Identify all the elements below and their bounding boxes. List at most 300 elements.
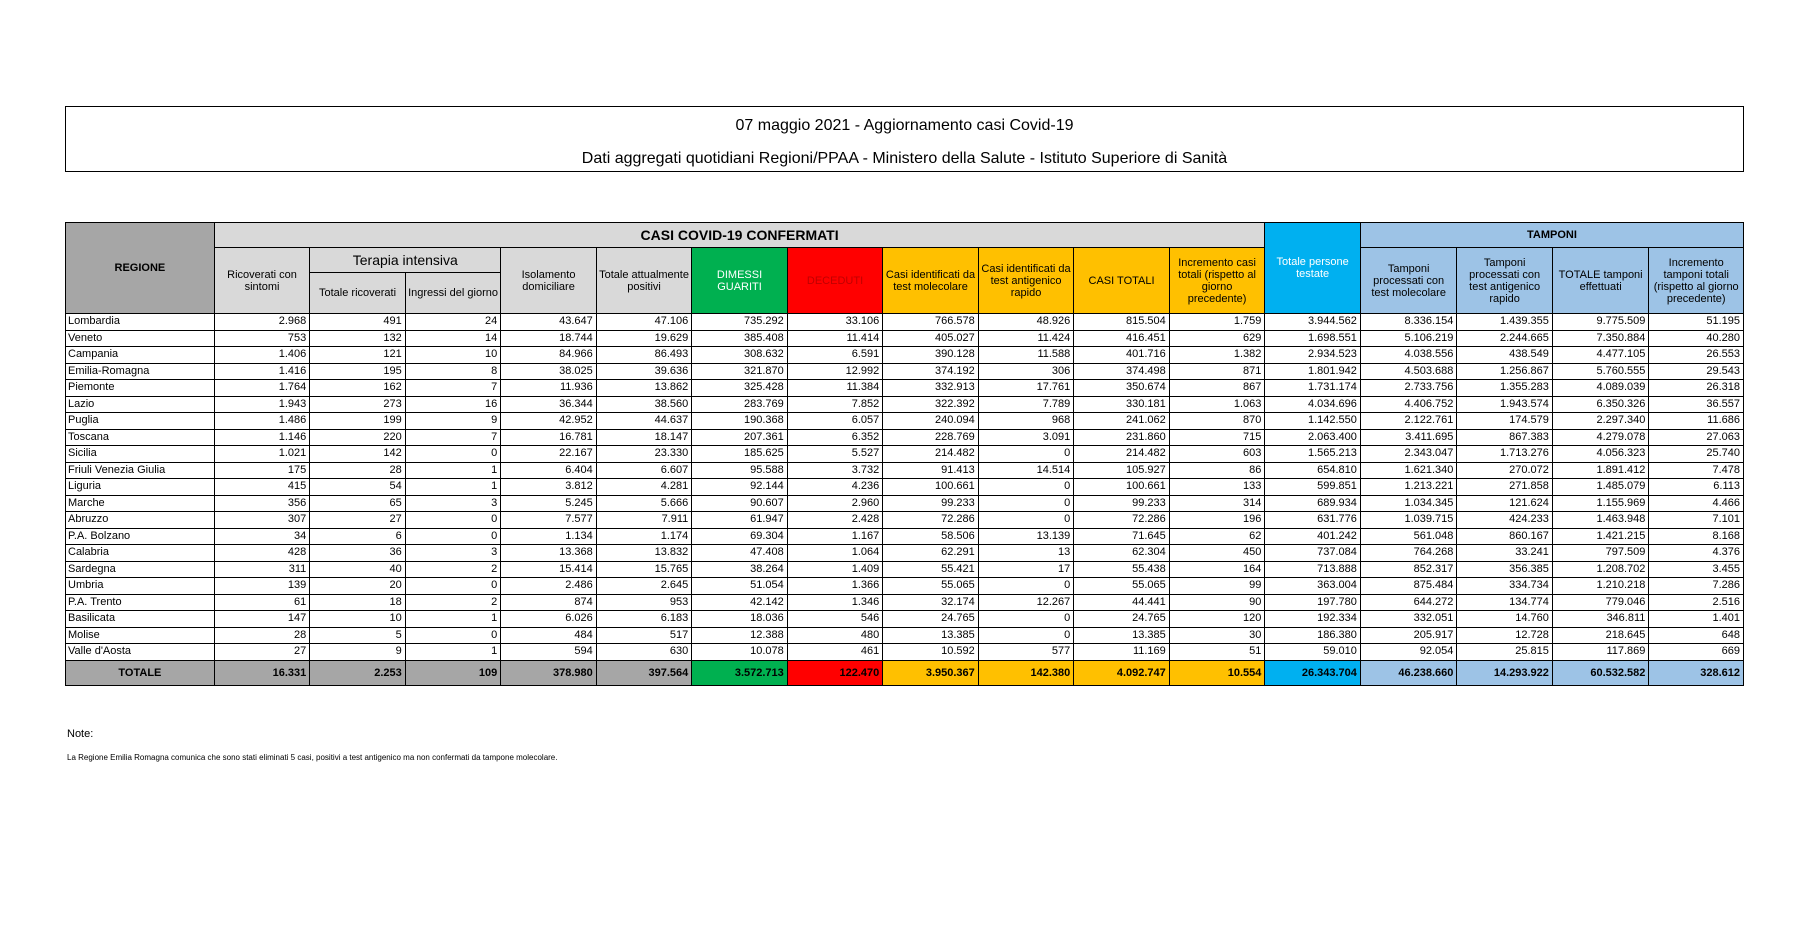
table-cell: 0 xyxy=(978,495,1074,512)
table-cell: 629 xyxy=(1169,330,1265,347)
table-row xyxy=(66,644,1744,661)
table-cell: 10 xyxy=(405,347,501,364)
table-cell: 99.233 xyxy=(1074,495,1170,512)
table-cell: 764.268 xyxy=(1360,545,1457,562)
table-row xyxy=(66,446,1744,463)
table-cell: 1.801.942 xyxy=(1265,363,1361,380)
table-cell: 1.401 xyxy=(1649,611,1744,628)
region-name-cell: Veneto xyxy=(66,330,215,347)
table-cell: 18 xyxy=(310,594,406,611)
header-totale-ricoverati: Totale ricoverati xyxy=(310,273,406,314)
table-cell: 175 xyxy=(214,462,310,479)
total-cell: 397.564 xyxy=(596,660,692,685)
table-cell: 311 xyxy=(214,561,310,578)
table-cell: 27 xyxy=(310,512,406,529)
table-cell: 603 xyxy=(1169,446,1265,463)
table-cell: 713.888 xyxy=(1265,561,1361,578)
table-row xyxy=(66,363,1744,380)
table-cell: 852.317 xyxy=(1360,561,1457,578)
table-cell: 953 xyxy=(596,594,692,611)
table-cell: 86 xyxy=(1169,462,1265,479)
table-row xyxy=(66,561,1744,578)
table-cell: 7 xyxy=(405,380,501,397)
header-casi-totali: CASI TOTALI xyxy=(1074,248,1170,314)
table-cell: 6.404 xyxy=(501,462,597,479)
table-cell: 2.486 xyxy=(501,578,597,595)
table-cell: 99.233 xyxy=(883,495,979,512)
region-name-cell: P.A. Trento xyxy=(66,594,215,611)
table-cell: 1.208.702 xyxy=(1552,561,1649,578)
table-cell: 196 xyxy=(1169,512,1265,529)
table-cell: 186.380 xyxy=(1265,627,1361,644)
table-cell: 0 xyxy=(978,479,1074,496)
table-cell: 95.588 xyxy=(692,462,788,479)
region-name-cell: Liguria xyxy=(66,479,215,496)
table-cell: 61.947 xyxy=(692,512,788,529)
table-cell: 117.869 xyxy=(1552,644,1649,661)
table-cell: 1.256.867 xyxy=(1457,363,1553,380)
table-cell: 0 xyxy=(405,528,501,545)
table-cell: 5.527 xyxy=(787,446,883,463)
table-cell: 874 xyxy=(501,594,597,611)
table-cell: 5.245 xyxy=(501,495,597,512)
table-cell: 162 xyxy=(310,380,406,397)
table-cell: 4.038.556 xyxy=(1360,347,1457,364)
table-cell: 3.812 xyxy=(501,479,597,496)
table-cell: 3.944.562 xyxy=(1265,314,1361,331)
table-cell: 27 xyxy=(214,644,310,661)
table-cell: 484 xyxy=(501,627,597,644)
table-cell: 6.057 xyxy=(787,413,883,430)
table-cell: 61 xyxy=(214,594,310,611)
table-cell: 48.926 xyxy=(978,314,1074,331)
table-cell: 6.352 xyxy=(787,429,883,446)
table-cell: 51 xyxy=(1169,644,1265,661)
table-cell: 228.769 xyxy=(883,429,979,446)
table-cell: 241.062 xyxy=(1074,413,1170,430)
table-cell: 2.733.756 xyxy=(1360,380,1457,397)
total-cell: 142.380 xyxy=(978,660,1074,685)
table-cell: 867 xyxy=(1169,380,1265,397)
table-cell: 1.382 xyxy=(1169,347,1265,364)
table-cell: 69.304 xyxy=(692,528,788,545)
table-row xyxy=(66,528,1744,545)
table-cell: 5.106.219 xyxy=(1360,330,1457,347)
table-cell: 1.021 xyxy=(214,446,310,463)
table-cell: 13.832 xyxy=(596,545,692,562)
region-name-cell: Umbria xyxy=(66,578,215,595)
table-cell: 11.384 xyxy=(787,380,883,397)
table-cell: 308.632 xyxy=(692,347,788,364)
table-cell: 648 xyxy=(1649,627,1744,644)
region-name-cell: Molise xyxy=(66,627,215,644)
table-cell: 2.244.665 xyxy=(1457,330,1553,347)
table-cell: 220 xyxy=(310,429,406,446)
table-row xyxy=(66,429,1744,446)
table-cell: 42.952 xyxy=(501,413,597,430)
table-cell: 1.346 xyxy=(787,594,883,611)
total-cell: 26.343.704 xyxy=(1265,660,1361,685)
table-cell: 14 xyxy=(405,330,501,347)
table-cell: 860.167 xyxy=(1457,528,1553,545)
table-cell: 334.734 xyxy=(1457,578,1553,595)
notes-text: La Regione Emilia Romagna comunica che sono stati eliminati 5 casi, positivi a test antigenico ma non confermati da tampone molecolare. xyxy=(67,753,558,762)
table-cell: 90 xyxy=(1169,594,1265,611)
table-cell: 753 xyxy=(214,330,310,347)
total-cell: 4.092.747 xyxy=(1074,660,1170,685)
table-cell: 71.645 xyxy=(1074,528,1170,545)
table-cell: 18.744 xyxy=(501,330,597,347)
table-cell: 10.078 xyxy=(692,644,788,661)
table-cell: 346.811 xyxy=(1552,611,1649,628)
table-cell: 5.760.555 xyxy=(1552,363,1649,380)
table-row xyxy=(66,611,1744,628)
table-cell: 24.765 xyxy=(1074,611,1170,628)
table-cell: 36.344 xyxy=(501,396,597,413)
table-row xyxy=(66,462,1744,479)
total-cell: 109 xyxy=(405,660,501,685)
table-cell: 1.366 xyxy=(787,578,883,595)
table-cell: 669 xyxy=(1649,644,1744,661)
region-name-cell: Lombardia xyxy=(66,314,215,331)
table-cell: 195 xyxy=(310,363,406,380)
total-row xyxy=(66,660,1744,685)
header-ingressi-giorno: Ingressi del giorno xyxy=(405,273,501,314)
table-cell: 43.647 xyxy=(501,314,597,331)
table-cell: 737.084 xyxy=(1265,545,1361,562)
table-cell: 491 xyxy=(310,314,406,331)
total-label-cell: TOTALE xyxy=(66,660,215,685)
table-cell: 715 xyxy=(1169,429,1265,446)
table-row xyxy=(66,545,1744,562)
table-cell: 38.264 xyxy=(692,561,788,578)
table-cell: 0 xyxy=(405,627,501,644)
table-cell: 871 xyxy=(1169,363,1265,380)
table-cell: 332.051 xyxy=(1360,611,1457,628)
table-cell: 2.968 xyxy=(214,314,310,331)
table-cell: 62 xyxy=(1169,528,1265,545)
table-cell: 240.094 xyxy=(883,413,979,430)
table-cell: 4.406.752 xyxy=(1360,396,1457,413)
table-cell: 401.242 xyxy=(1265,528,1361,545)
table-cell: 594 xyxy=(501,644,597,661)
table-cell: 0 xyxy=(405,512,501,529)
table-cell: 44.637 xyxy=(596,413,692,430)
table-cell: 55.065 xyxy=(1074,578,1170,595)
table-cell: 2.516 xyxy=(1649,594,1744,611)
table-cell: 20 xyxy=(310,578,406,595)
table-cell: 350.674 xyxy=(1074,380,1170,397)
table-cell: 13 xyxy=(978,545,1074,562)
table-cell: 9 xyxy=(405,413,501,430)
table-cell: 1.759 xyxy=(1169,314,1265,331)
table-cell: 38.025 xyxy=(501,363,597,380)
table-cell: 12.388 xyxy=(692,627,788,644)
table-cell: 15.414 xyxy=(501,561,597,578)
table-cell: 6.607 xyxy=(596,462,692,479)
table-cell: 306 xyxy=(978,363,1074,380)
table-cell: 58.506 xyxy=(883,528,979,545)
table-cell: 4.503.688 xyxy=(1360,363,1457,380)
table-cell: 55.421 xyxy=(883,561,979,578)
table-cell: 307 xyxy=(214,512,310,529)
table-cell: 134.774 xyxy=(1457,594,1553,611)
table-cell: 11.936 xyxy=(501,380,597,397)
table-cell: 16.781 xyxy=(501,429,597,446)
table-cell: 13.368 xyxy=(501,545,597,562)
total-cell: 3.572.713 xyxy=(692,660,788,685)
table-cell: 51.054 xyxy=(692,578,788,595)
table-cell: 450 xyxy=(1169,545,1265,562)
table-cell: 689.934 xyxy=(1265,495,1361,512)
table-cell: 192.334 xyxy=(1265,611,1361,628)
table-cell: 1 xyxy=(405,479,501,496)
covid-data-table xyxy=(65,222,1744,686)
table-cell: 218.645 xyxy=(1552,627,1649,644)
table-cell: 271.858 xyxy=(1457,479,1553,496)
table-cell: 24 xyxy=(405,314,501,331)
table-cell: 3 xyxy=(405,495,501,512)
table-cell: 13.139 xyxy=(978,528,1074,545)
table-cell: 1.621.340 xyxy=(1360,462,1457,479)
table-cell: 2.122.761 xyxy=(1360,413,1457,430)
table-cell: 1.142.550 xyxy=(1265,413,1361,430)
table-cell: 797.509 xyxy=(1552,545,1649,562)
table-cell: 766.578 xyxy=(883,314,979,331)
region-name-cell: Campania xyxy=(66,347,215,364)
region-name-cell: Piemonte xyxy=(66,380,215,397)
table-cell: 517 xyxy=(596,627,692,644)
table-cell: 390.128 xyxy=(883,347,979,364)
table-cell: 18.036 xyxy=(692,611,788,628)
table-cell: 92.144 xyxy=(692,479,788,496)
total-cell: 3.950.367 xyxy=(883,660,979,685)
table-cell: 22.167 xyxy=(501,446,597,463)
table-cell: 62.291 xyxy=(883,545,979,562)
report-title: 07 maggio 2021 - Aggiornamento casi Covid-19 xyxy=(735,117,1074,134)
header-ricoverati: Ricoverati con sintomi xyxy=(214,248,310,314)
table-cell: 1.406 xyxy=(214,347,310,364)
table-cell: 11.414 xyxy=(787,330,883,347)
table-cell: 1.421.215 xyxy=(1552,528,1649,545)
table-cell: 33.106 xyxy=(787,314,883,331)
table-cell: 7.350.884 xyxy=(1552,330,1649,347)
table-cell: 2.960 xyxy=(787,495,883,512)
report-subtitle: Dati aggregati quotidiani Regioni/PPAA - Ministero della Salute - Istituto Superiore di Sanità xyxy=(581,150,1228,167)
table-cell: 1.731.174 xyxy=(1265,380,1361,397)
table-cell: 13.385 xyxy=(1074,627,1170,644)
region-name-cell: Emilia-Romagna xyxy=(66,363,215,380)
table-cell: 11.169 xyxy=(1074,644,1170,661)
table-cell: 72.286 xyxy=(1074,512,1170,529)
table-cell: 33.241 xyxy=(1457,545,1553,562)
table-cell: 401.716 xyxy=(1074,347,1170,364)
table-cell: 6.183 xyxy=(596,611,692,628)
table-cell: 142 xyxy=(310,446,406,463)
table-body xyxy=(66,314,1744,686)
table-cell: 546 xyxy=(787,611,883,628)
table-cell: 100.661 xyxy=(1074,479,1170,496)
table-cell: 0 xyxy=(405,578,501,595)
table-cell: 214.482 xyxy=(1074,446,1170,463)
table-cell: 4.466 xyxy=(1649,495,1744,512)
table-cell: 1.416 xyxy=(214,363,310,380)
table-cell: 270.072 xyxy=(1457,462,1553,479)
table-cell: 28 xyxy=(310,462,406,479)
total-cell: 122.470 xyxy=(787,660,883,685)
table-cell: 374.498 xyxy=(1074,363,1170,380)
table-cell: 1.213.221 xyxy=(1360,479,1457,496)
region-name-cell: Calabria xyxy=(66,545,215,562)
table-cell: 314 xyxy=(1169,495,1265,512)
table-cell: 185.625 xyxy=(692,446,788,463)
table-cell: 1.565.213 xyxy=(1265,446,1361,463)
table-cell: 2 xyxy=(405,594,501,611)
table-cell: 36.557 xyxy=(1649,396,1744,413)
table-cell: 644.272 xyxy=(1360,594,1457,611)
table-cell: 385.408 xyxy=(692,330,788,347)
table-cell: 133 xyxy=(1169,479,1265,496)
table-cell: 424.233 xyxy=(1457,512,1553,529)
table-cell: 51.195 xyxy=(1649,314,1744,331)
header-attualmente-positivi: Totale attualmente positivi xyxy=(596,248,692,314)
total-cell: 378.980 xyxy=(501,660,597,685)
table-cell: 92.054 xyxy=(1360,644,1457,661)
table-cell: 779.046 xyxy=(1552,594,1649,611)
table-cell: 9 xyxy=(310,644,406,661)
table-cell: 121 xyxy=(310,347,406,364)
table-cell: 7.577 xyxy=(501,512,597,529)
notes-label: Note: xyxy=(67,728,94,740)
table-cell: 3.411.695 xyxy=(1360,429,1457,446)
table-cell: 3.091 xyxy=(978,429,1074,446)
table-cell: 870 xyxy=(1169,413,1265,430)
table-cell: 59.010 xyxy=(1265,644,1361,661)
table-cell: 2.645 xyxy=(596,578,692,595)
table-cell: 735.292 xyxy=(692,314,788,331)
header-dimessi-guariti: DIMESSI GUARITI xyxy=(692,248,788,314)
table-cell: 1.134 xyxy=(501,528,597,545)
table-cell: 3 xyxy=(405,545,501,562)
header-totale-tamponi: TOTALE tamponi effettuati xyxy=(1552,248,1649,314)
table-cell: 11.424 xyxy=(978,330,1074,347)
table-cell: 1.034.345 xyxy=(1360,495,1457,512)
table-cell: 0 xyxy=(978,611,1074,628)
table-cell: 27.063 xyxy=(1649,429,1744,446)
table-cell: 36 xyxy=(310,545,406,562)
table-cell: 91.413 xyxy=(883,462,979,479)
table-row xyxy=(66,413,1744,430)
table-cell: 321.870 xyxy=(692,363,788,380)
header-group-confermati: CASI COVID-19 CONFERMATI xyxy=(214,223,1265,248)
table-row xyxy=(66,396,1744,413)
table-cell: 99 xyxy=(1169,578,1265,595)
table-cell: 4.236 xyxy=(787,479,883,496)
table-cell: 16 xyxy=(405,396,501,413)
table-cell: 1.713.276 xyxy=(1457,446,1553,463)
table-cell: 3.455 xyxy=(1649,561,1744,578)
table-cell: 54 xyxy=(310,479,406,496)
table-cell: 0 xyxy=(405,446,501,463)
header-tamponi-antigenico: Tamponi processati con test antigenico rapido xyxy=(1457,248,1553,314)
header-casi-antigenico: Casi identificati da test antigenico rapido xyxy=(978,248,1074,314)
table-cell: 325.428 xyxy=(692,380,788,397)
table-cell: 0 xyxy=(978,578,1074,595)
table-cell: 47.106 xyxy=(596,314,692,331)
table-cell: 7.478 xyxy=(1649,462,1744,479)
table-row xyxy=(66,578,1744,595)
table-cell: 2 xyxy=(405,561,501,578)
header-persone-testate: Totale persone testate xyxy=(1265,223,1361,314)
table-cell: 1.698.551 xyxy=(1265,330,1361,347)
table-cell: 1.485.079 xyxy=(1552,479,1649,496)
table-cell: 84.966 xyxy=(501,347,597,364)
table-cell: 1.486 xyxy=(214,413,310,430)
table-cell: 330.181 xyxy=(1074,396,1170,413)
header-terapia-intensiva: Terapia intensiva xyxy=(310,248,501,273)
table-cell: 1 xyxy=(405,462,501,479)
table-cell: 7.286 xyxy=(1649,578,1744,595)
table-cell: 6 xyxy=(310,528,406,545)
table-cell: 39.636 xyxy=(596,363,692,380)
table-cell: 47.408 xyxy=(692,545,788,562)
table-cell: 1.439.355 xyxy=(1457,314,1553,331)
table-cell: 10 xyxy=(310,611,406,628)
table-cell: 38.560 xyxy=(596,396,692,413)
table-cell: 3.732 xyxy=(787,462,883,479)
header-tamponi-molecolare: Tamponi processati con test molecolare xyxy=(1360,248,1457,314)
table-cell: 654.810 xyxy=(1265,462,1361,479)
table-cell: 968 xyxy=(978,413,1074,430)
table-row xyxy=(66,380,1744,397)
header-casi-molecolare: Casi identificati da test molecolare xyxy=(883,248,979,314)
table-cell: 2.428 xyxy=(787,512,883,529)
table-cell: 205.917 xyxy=(1360,627,1457,644)
table-cell: 231.860 xyxy=(1074,429,1170,446)
table-cell: 10.592 xyxy=(883,644,979,661)
table-cell: 6.591 xyxy=(787,347,883,364)
table-cell: 4.034.696 xyxy=(1265,396,1361,413)
region-name-cell: Marche xyxy=(66,495,215,512)
table-cell: 120 xyxy=(1169,611,1265,628)
table-cell: 6.113 xyxy=(1649,479,1744,496)
header-group-tamponi: TAMPONI xyxy=(1360,223,1743,248)
table-cell: 2.343.047 xyxy=(1360,446,1457,463)
header-isolamento: Isolamento domiciliare xyxy=(501,248,597,314)
table-cell: 1.167 xyxy=(787,528,883,545)
table-cell: 1.174 xyxy=(596,528,692,545)
table-cell: 631.776 xyxy=(1265,512,1361,529)
table-cell: 1.943 xyxy=(214,396,310,413)
table-row xyxy=(66,347,1744,364)
table-cell: 13.385 xyxy=(883,627,979,644)
table-cell: 26.553 xyxy=(1649,347,1744,364)
table-cell: 147 xyxy=(214,611,310,628)
table-cell: 164 xyxy=(1169,561,1265,578)
table-cell: 19.629 xyxy=(596,330,692,347)
table-row xyxy=(66,479,1744,496)
table-cell: 11.686 xyxy=(1649,413,1744,430)
table-cell: 12.267 xyxy=(978,594,1074,611)
table-cell: 428 xyxy=(214,545,310,562)
table-cell: 1.463.948 xyxy=(1552,512,1649,529)
table-cell: 25.815 xyxy=(1457,644,1553,661)
table-cell: 9.775.509 xyxy=(1552,314,1649,331)
table-cell: 197.780 xyxy=(1265,594,1361,611)
header-incremento-casi: Incremento casi totali (rispetto al giorno precedente) xyxy=(1169,248,1265,314)
table-cell: 4.089.039 xyxy=(1552,380,1649,397)
table-cell: 1.409 xyxy=(787,561,883,578)
